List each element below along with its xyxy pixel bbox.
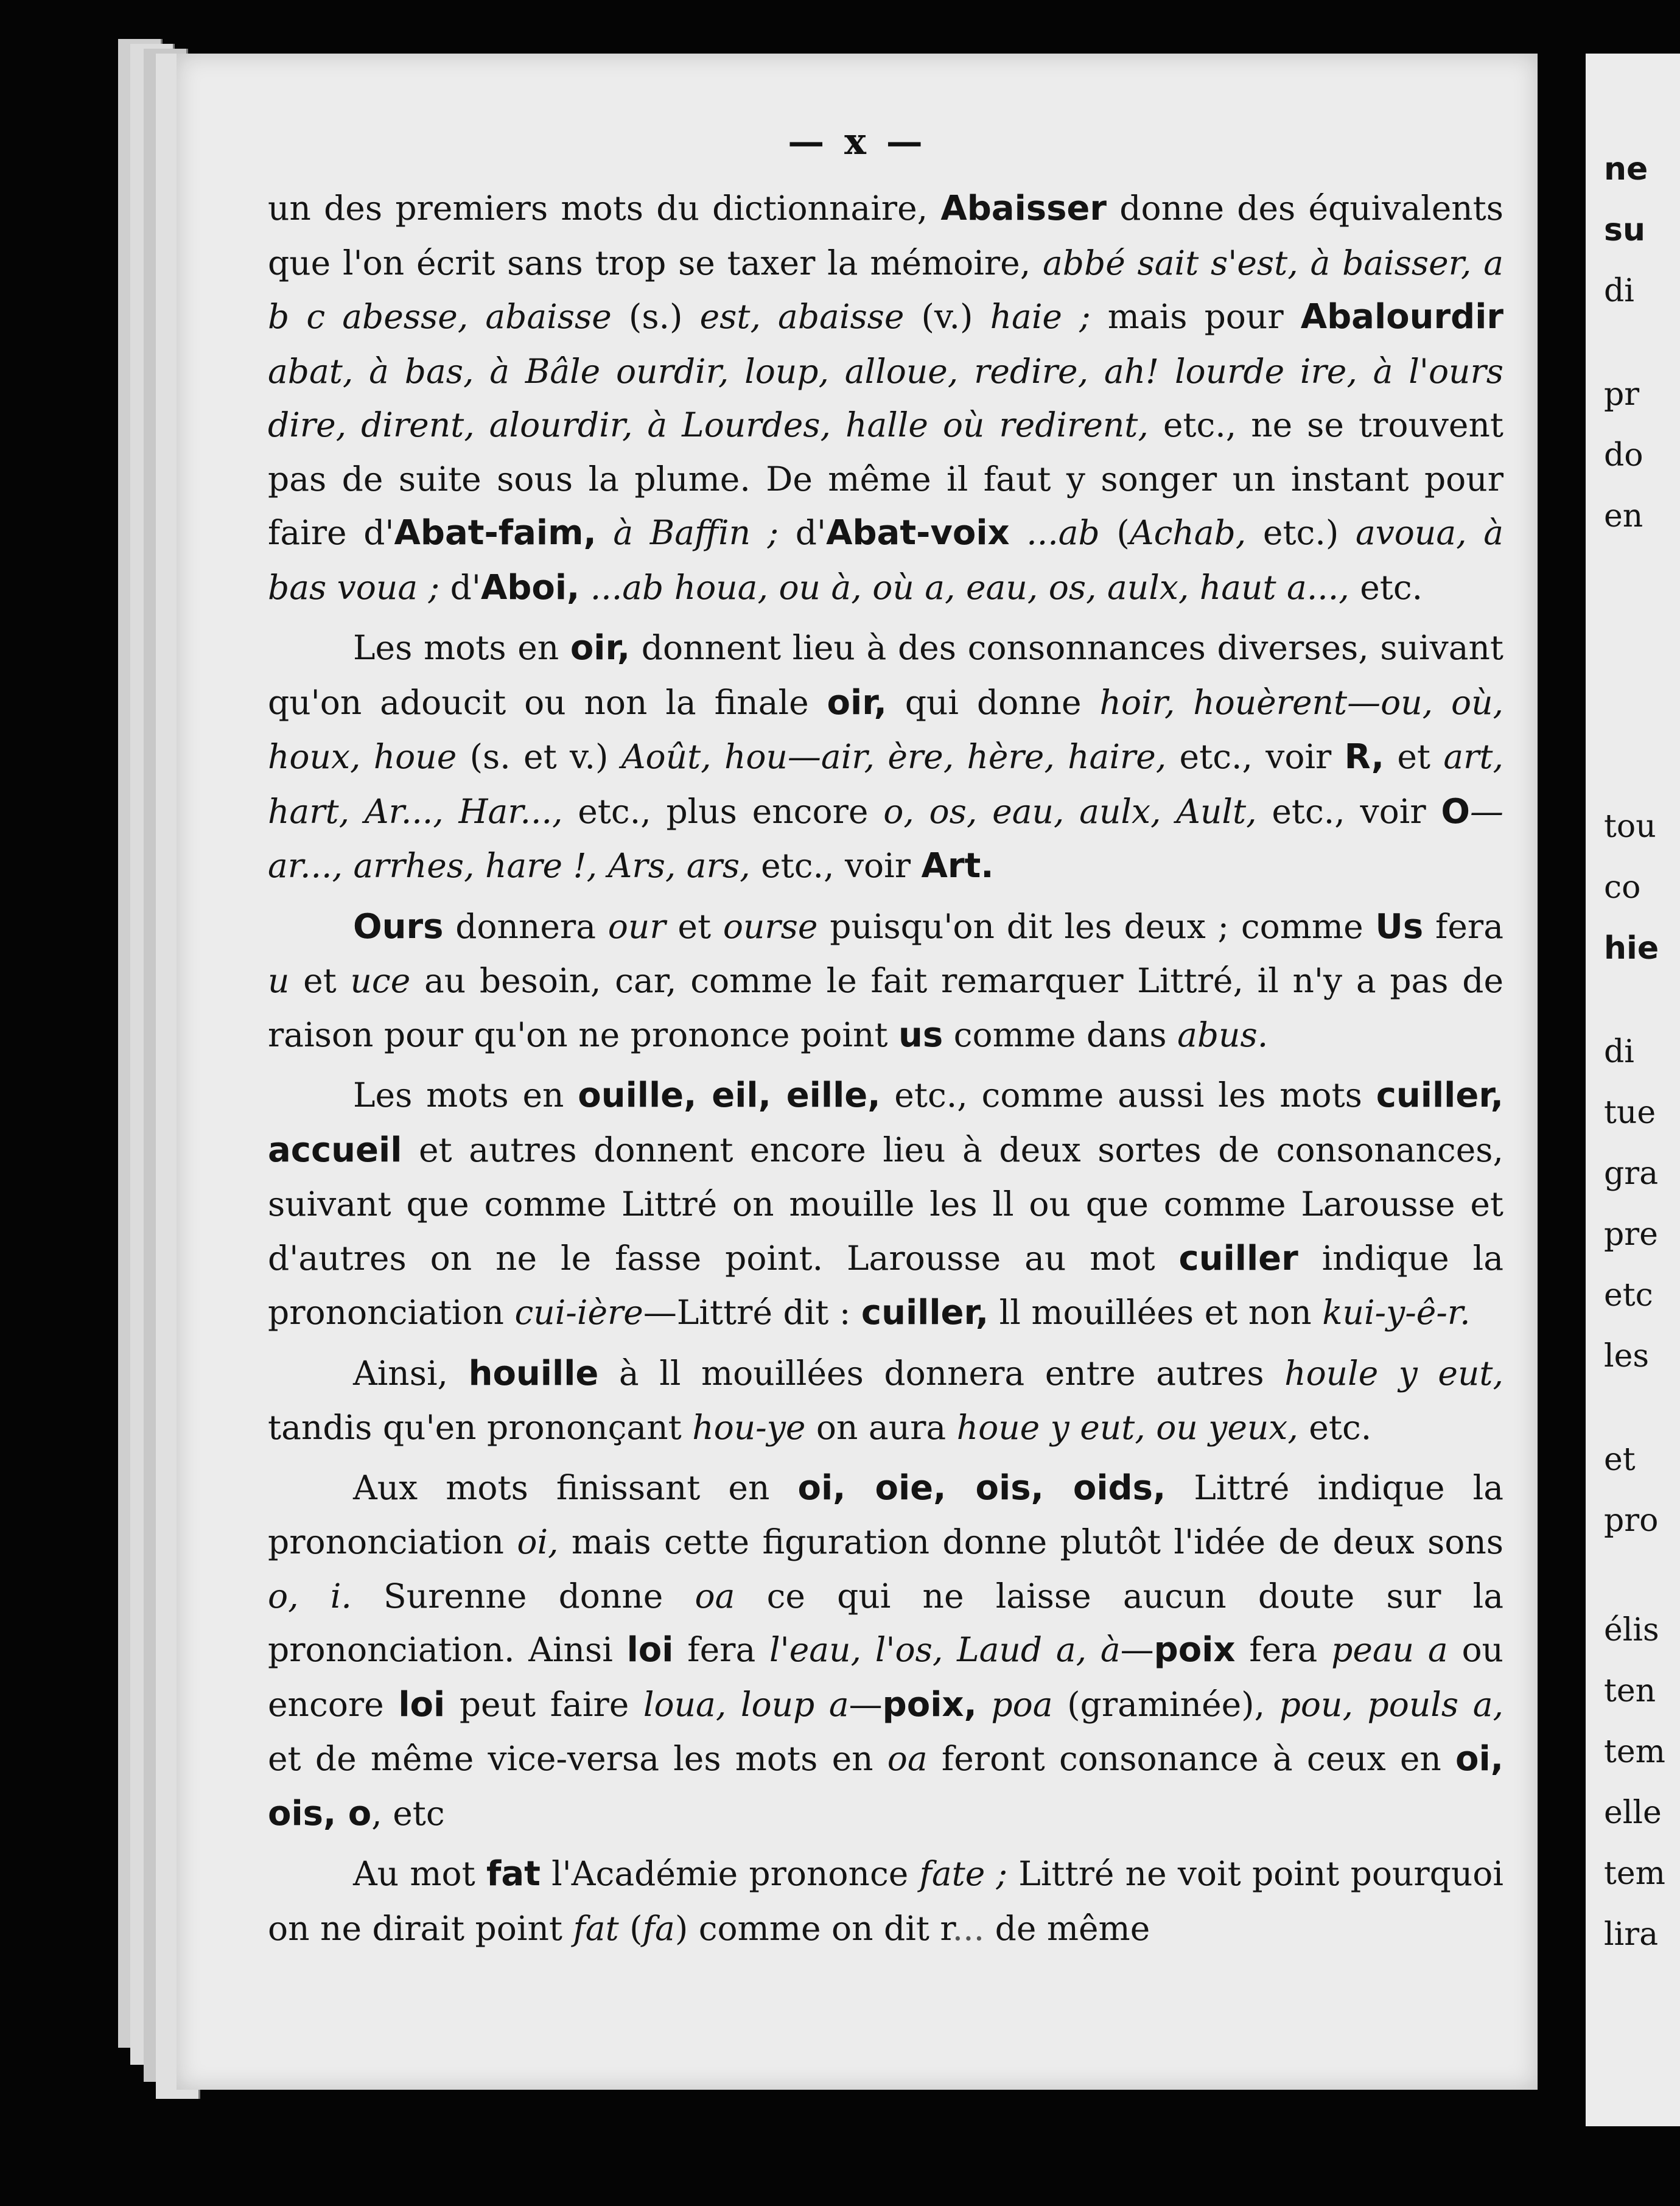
text-run: mais pour (1090, 297, 1301, 336)
rhyme-example: ...ab (1026, 513, 1100, 552)
headword: Abat-voix (826, 513, 1010, 553)
paragraph (268, 1068, 1503, 1340)
text-run: peut faire (445, 1684, 643, 1724)
facing-line-fragment: ten (1604, 1673, 1656, 1709)
text-run: qui donne (886, 682, 1100, 722)
facing-line-fragment: tou (1604, 808, 1656, 845)
facing-line-fragment: do (1604, 437, 1643, 474)
facing-line-fragment: tem (1604, 1734, 1665, 1770)
text-run (579, 568, 590, 607)
paragraph (268, 1847, 1503, 1955)
text-run: Littré ne voit point pourquoi on ne dirait point (268, 1854, 1503, 1948)
text-run: ... (952, 1908, 985, 1948)
rhyme-example: our (607, 906, 666, 946)
facing-line-fragment: en (1604, 498, 1643, 534)
paragraph (268, 1461, 1503, 1841)
headword: fat (486, 1854, 541, 1894)
text-run: ou encore (268, 1630, 1503, 1724)
text-run: on aura (805, 1408, 957, 1447)
rhyme-example: cui-ière (514, 1293, 643, 1332)
paragraph (268, 621, 1503, 894)
text-run: et autres donnent encore lieu à deux sortes de consonances, suivant que comme Littré on mouille les ll ou que comme Larousse et d'autres on ne le fasse point. Larousse au mot (268, 1130, 1503, 1278)
text-run: fera (673, 1630, 770, 1669)
rhyme-example: avoua, à bas voua ; (268, 513, 1504, 607)
text-run: Les mots en (353, 1076, 578, 1115)
facing-line-fragment: elle (1604, 1795, 1662, 1831)
rhyme-example: loua, loup a (643, 1684, 849, 1724)
rhyme-example: —ar..., arrhes, hare !, Ars, ars, (268, 791, 1504, 885)
rhyme-example: est, abaisse (699, 297, 905, 336)
text-run: indique la prononciation (268, 1238, 1503, 1332)
headword: oi, oie, ois, oids, (797, 1468, 1166, 1508)
rhyme-example: abus. (1177, 1015, 1269, 1054)
text-run: et (665, 906, 723, 946)
rhyme-example: hoir, houèrent—ou, où, houx, houe (268, 682, 1504, 776)
text-run: — (849, 1684, 883, 1724)
rhyme-example: poa (991, 1684, 1053, 1724)
rhyme-example: o, os, eau, aulx, Ault, (883, 791, 1257, 831)
rhyme-example: kui-y-ê-r. (1322, 1293, 1471, 1332)
paragraph (268, 181, 1503, 615)
text-run: fera (1423, 906, 1503, 946)
rhyme-example: pou, pouls a, (1279, 1684, 1503, 1724)
headword: Abaisser (940, 189, 1107, 228)
facing-line-fragment: etc (1604, 1277, 1653, 1314)
headword: loi (626, 1630, 674, 1670)
text-run: d' (439, 567, 481, 607)
text-run: et (1384, 737, 1444, 776)
body-text (268, 181, 1503, 1955)
headword: oir, (570, 628, 631, 668)
text-run: fera (1235, 1630, 1332, 1669)
text-run: l'Académie prononce (540, 1854, 920, 1893)
text-run: d' (779, 513, 827, 552)
text-run: Aux mots finissant en (353, 1468, 798, 1507)
rhyme-example: oa (887, 1739, 928, 1778)
headword: cuiller, (861, 1293, 989, 1332)
rhyme-example: fa (642, 1908, 675, 1948)
text-run: (v.) (904, 297, 990, 336)
text-run: ( (1099, 513, 1130, 552)
facing-line-fragment: pro (1604, 1502, 1659, 1539)
text-run: ) comme on dit r (674, 1908, 953, 1948)
headword: cuiller, accueil (268, 1076, 1503, 1170)
facing-line-fragment: ne (1604, 151, 1648, 187)
text-run: etc., voir (1256, 791, 1441, 831)
text-run: (s.) (611, 297, 700, 336)
text-run: ce qui ne laisse aucun doute sur la prononciation. Ainsi (268, 1576, 1503, 1669)
rhyme-example: oa (695, 1576, 735, 1616)
headword: Us (1375, 906, 1424, 947)
text-run: (s. et v.) (457, 737, 621, 776)
facing-line-fragment: di (1604, 1034, 1634, 1070)
text-run: tandis qu'en prononçant (268, 1408, 693, 1447)
headword: Abalourdir (1300, 297, 1503, 337)
text-run: feront consonance à ceux en (927, 1739, 1456, 1778)
text-run: etc., ne se trouvent pas de suite sous la plume. De même il faut y songer un instant pour faire d' (268, 405, 1503, 552)
text-run: puisqu'on dit les deux ; comme (817, 906, 1376, 946)
headword: oi, ois, (268, 1739, 1503, 1833)
text-run: etc., plus encore (562, 791, 884, 831)
rhyme-example: houe y eut, ou yeux, (956, 1408, 1298, 1447)
rhyme-example: Août, hou—air, ère, hère, haire, (621, 737, 1167, 776)
rhyme-example: Achab, (1129, 513, 1247, 552)
text-run: etc., voir (750, 846, 922, 885)
text-run: etc., comme aussi les mots (880, 1076, 1376, 1115)
rhyme-example: fat (573, 1908, 619, 1948)
rhyme-example: o, i. (268, 1576, 352, 1616)
text-run: donnera (443, 906, 608, 946)
rhyme-example: hou-ye (692, 1408, 806, 1447)
facing-line-fragment: élis (1604, 1612, 1659, 1648)
headword: poix, (882, 1684, 977, 1725)
text-run: mais cette figuration donne plutôt l'idée de deux sons (558, 1522, 1503, 1561)
facing-line-fragment: di (1604, 273, 1634, 309)
rhyme-example: oi, (517, 1522, 559, 1561)
text-run: etc., voir (1166, 737, 1345, 776)
headword: Abat-faim, (394, 513, 597, 553)
text-run (977, 1685, 992, 1724)
text-run: Littré indique la prononciation (268, 1468, 1503, 1561)
headword: cuiller (1178, 1238, 1298, 1278)
facing-line-fragment: tem (1604, 1855, 1665, 1892)
rhyme-example: art, hart, Ar..., Har..., (268, 737, 1504, 831)
paragraph (268, 1346, 1503, 1455)
facing-line-fragment: les (1604, 1338, 1650, 1374)
headword: ouille, eil, eille, (578, 1076, 881, 1115)
text-run: —Littré dit : (643, 1293, 861, 1332)
page-number: — x — (788, 121, 926, 163)
rhyme-example: fate ; (919, 1854, 1008, 1893)
text-run: à ll mouillées donnera entre autres (598, 1353, 1285, 1393)
text-run: donnent lieu à des consonnances diverses, suivant qu'on adoucit ou non la finale (268, 628, 1504, 722)
text-run: Ainsi, (353, 1353, 469, 1393)
facing-line-fragment: su (1604, 212, 1645, 248)
text-run: etc. (1298, 1408, 1372, 1447)
text-run: de même (984, 1908, 1150, 1948)
text-run: au besoin, car, comme le fait remarquer Littré, il n'y a pas de raison pour qu'on ne prononce point (268, 961, 1503, 1054)
facing-line-fragment: tue (1604, 1094, 1656, 1131)
facing-line-fragment: gra (1604, 1155, 1659, 1192)
headword: loi (398, 1684, 446, 1725)
text-run: un des premiers mots du dictionnaire, (268, 189, 941, 228)
rhyme-example: abat, à bas, à Bâle ourdir, loup, alloue, redire, ah! lourde ire, à l'ours dire, dirent, alourdir, à Lourdes, halle où redirent, (268, 351, 1503, 444)
text-run: Les mots en (353, 628, 570, 667)
facing-page-fragment (1586, 54, 1680, 2126)
headword: oir, (827, 682, 887, 723)
book-page (177, 54, 1538, 2090)
headword: o (336, 1793, 372, 1833)
rhyme-example: à Baffin ; (613, 513, 779, 552)
rhyme-example: ...ab houa, ou à, où a, eau, os, aulx, haut a..., (590, 567, 1349, 607)
rhyme-example: u (268, 961, 290, 1000)
facing-line-fragment: pre (1604, 1216, 1658, 1253)
facing-line-fragment: co (1604, 869, 1641, 906)
text-run: (graminée), (1052, 1684, 1279, 1724)
headword: us (898, 1015, 943, 1055)
text-run (1010, 513, 1027, 552)
rhyme-example: l'eau, l'os, Laud a, à (769, 1630, 1121, 1669)
facing-line-fragment: hie (1604, 930, 1659, 967)
headword: Aboi, (480, 567, 580, 608)
paragraph (268, 900, 1503, 1063)
headword: houille (468, 1353, 599, 1393)
rhyme-example: haie ; (990, 297, 1091, 336)
rhyme-example: peau a (1331, 1630, 1448, 1669)
text-run: , etc (371, 1793, 445, 1833)
text-run: — (1120, 1630, 1154, 1669)
text-run: et de même vice-versa les mots en (268, 1739, 887, 1778)
text-run: ll mouillées et non (989, 1293, 1323, 1332)
headword: poix (1153, 1630, 1236, 1670)
facing-line-fragment: lira (1604, 1916, 1659, 1953)
rhyme-example: houle y eut, (1284, 1353, 1503, 1393)
text-run: ( (618, 1908, 643, 1948)
headword: Ours (353, 906, 444, 947)
text-run: etc.) (1246, 513, 1356, 552)
rhyme-example: uce (350, 961, 411, 1000)
text-run: Au mot (353, 1854, 486, 1893)
text-run: comme dans (943, 1015, 1178, 1054)
text-run: donne des équivalents que l'on écrit sans trop se taxer la mémoire, (268, 189, 1503, 282)
facing-line-fragment: pr (1604, 376, 1640, 413)
rhyme-example: ourse (723, 906, 818, 946)
text-run: etc. (1349, 567, 1423, 607)
text-run (597, 513, 614, 552)
text-run: Surenne donne (351, 1576, 695, 1616)
facing-line-fragment: et (1604, 1441, 1636, 1478)
text-run: et (289, 961, 351, 1000)
headword: R, (1344, 737, 1385, 777)
headword: O (1441, 791, 1471, 832)
headword: Art. (921, 846, 994, 886)
rhyme-example: abbé sait s'est, à baisser, a b c abesse, abaisse (268, 243, 1503, 336)
